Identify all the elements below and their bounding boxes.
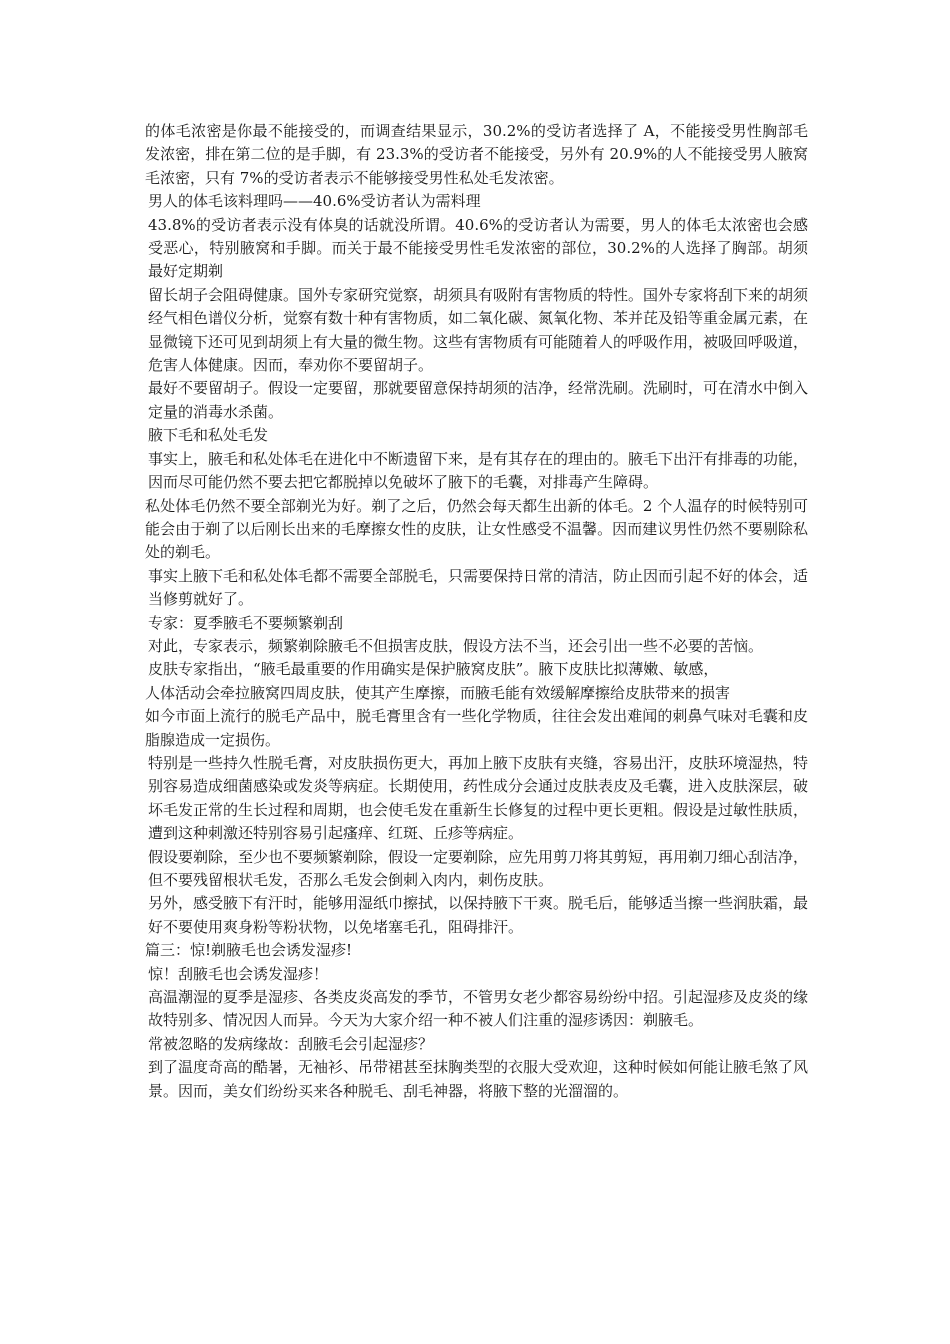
body-paragraph: 如今市面上流行的脱毛产品中，脱毛膏里含有一些化学物质，往往会发出难闻的刺鼻气味对毛囊和皮脂腺造成一定损伤。 [145, 707, 808, 749]
section-heading: 专家：夏季腋毛不要频繁剃刮 [148, 613, 344, 632]
body-paragraph: 高温潮湿的夏季是湿疹、各类皮炎高发的季节，不管男女老少都容易纷纷中招。引起湿疹及皮炎的缘故特别多、情况因人而异。今天为大家介绍一种不被人们注重的湿疹诱因：剃腋毛。 [148, 988, 809, 1030]
section-heading: 腋下毛和私处毛发 [148, 426, 269, 445]
body-paragraph: 事实上，腋毛和私处体毛在进化中不断遗留下来，是有其存在的理由的。腋毛下出汗有排毒的功能，因而尽可能仍然不要去把它都脱掉以免破坏了腋下的毛囊，对排毒产生障碍。 [148, 449, 809, 492]
body-paragraph: 43.8%的受访者表示没有体臭的话就没所谓。40.6%的受访者认为需要，男人的体毛太浓密也会感受恶心，特别腋窝和手脚。而关于最不能接受男性毛发浓密的部位，30.2%的人选择了胸部。胡须最好定期剃 [148, 215, 808, 281]
part-title: 篇三：惊!剃腋毛也会诱发湿疹! [145, 941, 353, 960]
body-paragraph: 的体毛浓密是你最不能接受的，而调查结果显示，30.2%的受访者选择了 A，不能接受男性胸部毛发浓密，排在第二位的是手脚，有 23.3%的受访者不能接受，另外有 20.9%的人不能接受男人腋窝毛浓密，只有 7%的受访者表示不能够接受男性私处毛发浓密。 [145, 122, 808, 187]
section-heading: 男人的体毛该料理吗——40.6%受访者认为需料理 [148, 192, 481, 211]
body-paragraph: 假设要剃除，至少也不要频繁剃除，假设一定要剃除，应先用剪刀将其剪短，再用剃刀细心刮洁净，但不要残留根状毛发，否那么毛发会倒刺入肉内，刺伤皮肤。 [148, 847, 809, 889]
body-paragraph: 私处体毛仍然不要全部剃光为好。剃了之后，仍然会每天都生出新的体毛。2 个人温存的时候特别可能会由于剃了以后刚长出来的毛摩擦女性的皮肤，让女性感受不温馨。因而建议男性仍然不要剔除私处的剃毛。 [145, 496, 808, 562]
section-heading: 常被忽略的发病缘故：刮腋毛会引起湿疹？ [148, 1034, 434, 1053]
body-paragraph: 特别是一些持久性脱毛膏，对皮肤损伤更大，再加上腋下皮肤有夹缝，容易出汗，皮肤环境湿热，特别容易造成细菌感染或发炎等病症。长期使用，药性成分会通过皮肤表皮及毛囊，进入皮肤深层，破坏毛发正常的生长过程和周期，也会使毛发在重新生长修复的过程中更长更粗。假设是过敏性肤质，遭到这种刺激还特别容易引起瘙痒、红斑、丘疹等病症。 [148, 753, 809, 843]
body-paragraph: 对此，专家表示，频繁剃除腋毛不但损害皮肤，假设方法不当，还会引出一些不必要的苦恼。 [148, 636, 764, 655]
section-heading: 惊！刮腋毛也会诱发湿疹！ [148, 964, 329, 983]
body-paragraph: 皮肤专家指出，“腋毛最重要的作用确实是保护腋窝皮肤”。腋下皮肤比拟薄嫩、敏感， [148, 660, 719, 679]
body-paragraph: 另外，感受腋下有汗时，能够用湿纸巾擦拭，以保持腋下干爽。脱毛后，能够适当擦一些润肤霜，最好不要使用爽身粉等粉状物，以免堵塞毛孔，阻碍排汗。 [148, 894, 809, 936]
body-paragraph: 留长胡子会阻碍健康。国外专家研究觉察，胡须具有吸附有害物质的特性。国外专家将刮下来的胡须经气相色谱仪分析，觉察有数十种有害物质，如二氧化碳、氮氧化物、苯并芘及铅等重金属元素，在显微镜下还可见到胡须上有大量的微生物。这些有害物质有可能随着人的呼吸作用，被吸回呼吸道，危害人体健康。因而，奉劝你不要留胡子。 [148, 285, 809, 375]
body-paragraph: 到了温度奇高的酷暑，无袖衫、吊带裙甚至抹胸类型的衣服大受欢迎，这种时候如何能让腋毛煞了风景。因而，美女们纷纷买来各种脱毛、刮毛神器，将腋下整的光溜溜的。 [148, 1058, 809, 1100]
body-paragraph: 最好不要留胡子。假设一定要留，那就要留意保持胡须的洁净，经常洗刷。洗刷时，可在清水中倒入定量的消毒水杀菌。 [148, 379, 809, 421]
document-page [145, 120, 808, 1103]
body-paragraph: 人体活动会牵拉腋窝四周皮肤，使其产生摩擦，而腋毛能有效缓解摩擦给皮肤带来的损害 [145, 683, 731, 702]
body-paragraph: 事实上腋下毛和私处体毛都不需要全部脱毛，只需要保持日常的清洁，防止因而引起不好的体会，适当修剪就好了。 [148, 566, 809, 609]
